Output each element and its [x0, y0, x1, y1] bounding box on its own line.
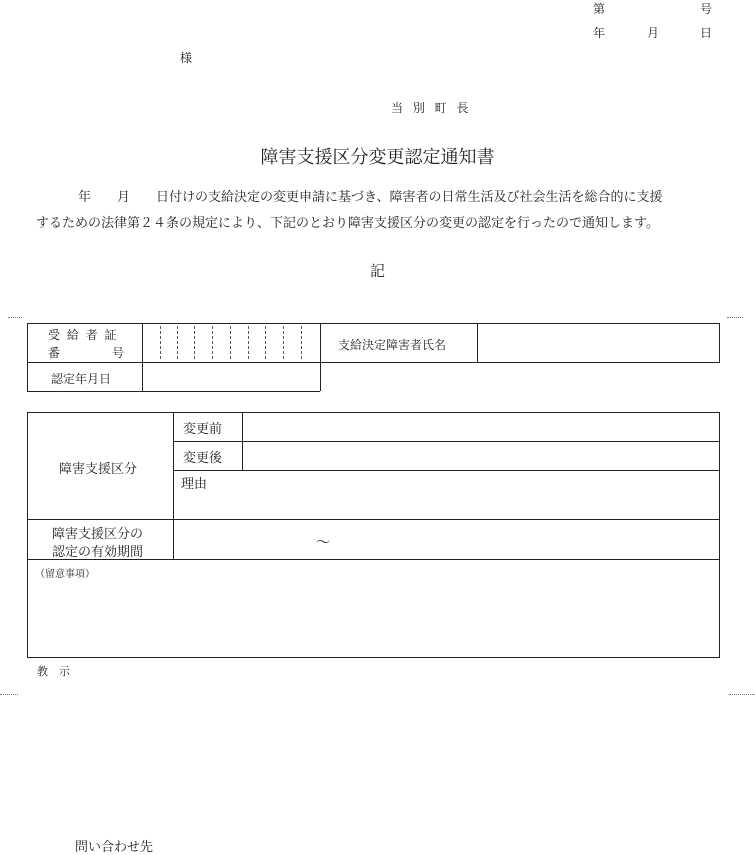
before-change-field[interactable] [243, 413, 719, 441]
before-change-label: 変更前 [183, 422, 223, 437]
validity-period-separator: ～ [316, 535, 330, 551]
reason-label: 理由 [181, 477, 208, 492]
after-change-field[interactable] [243, 442, 719, 470]
recipient-no-label-2b: 号 [112, 346, 125, 360]
body-month: 月 [117, 190, 131, 205]
date-year: 年 [593, 26, 606, 40]
ki-heading: 記 [369, 262, 385, 280]
number-suffix: 号 [700, 2, 713, 16]
recipient-no-label-1: 受 給 者 証 [48, 328, 117, 342]
body-line2: するための法律第２４条の規定により、下記のとおり障害支援区分の変更の認定を行ったので通知します。 [36, 216, 659, 231]
cert-date-field[interactable] [143, 363, 320, 391]
validity-period-field[interactable] [174, 520, 719, 559]
issuer: 当 別 町 長 [391, 101, 469, 115]
support-class-label: 障害支援区分 [59, 462, 138, 477]
recipient-no-label-2a: 番 [48, 346, 61, 360]
body-line1: 日付けの支給決定の変更申請に基づき、障害者の日常生活及び社会生活を総合的に支援 [156, 190, 663, 205]
fold-mark-right-top [727, 317, 743, 318]
date-month: 月 [647, 26, 660, 40]
fold-mark-left-bottom [0, 694, 18, 695]
after-change-label: 変更後 [183, 451, 223, 466]
page-title: 障害支援区分変更認定通知書 [260, 147, 495, 168]
notes-field[interactable] [28, 578, 719, 657]
body-year: 年 [78, 190, 92, 205]
cert-date-label: 認定年月日 [51, 372, 112, 386]
validity-period-label-2: 認定の有効期間 [52, 545, 144, 560]
recipient-name-field[interactable] [478, 324, 719, 362]
addressee-suffix: 様 [180, 51, 193, 65]
date-day: 日 [700, 26, 713, 40]
recipient-number-field[interactable] [142, 324, 320, 362]
notes-label: （留意事項） [35, 569, 95, 580]
contact-label: 問い合わせ先 [75, 840, 154, 855]
reason-field[interactable] [174, 471, 719, 519]
fold-mark-left-top [8, 317, 22, 318]
validity-period-label-1: 障害支援区分の [52, 527, 144, 542]
instruction-label: 教 示 [37, 665, 70, 678]
fold-mark-right-bottom [729, 694, 755, 695]
recipient-name-label: 支給決定障害者氏名 [338, 338, 447, 352]
number-prefix: 第 [593, 2, 606, 16]
